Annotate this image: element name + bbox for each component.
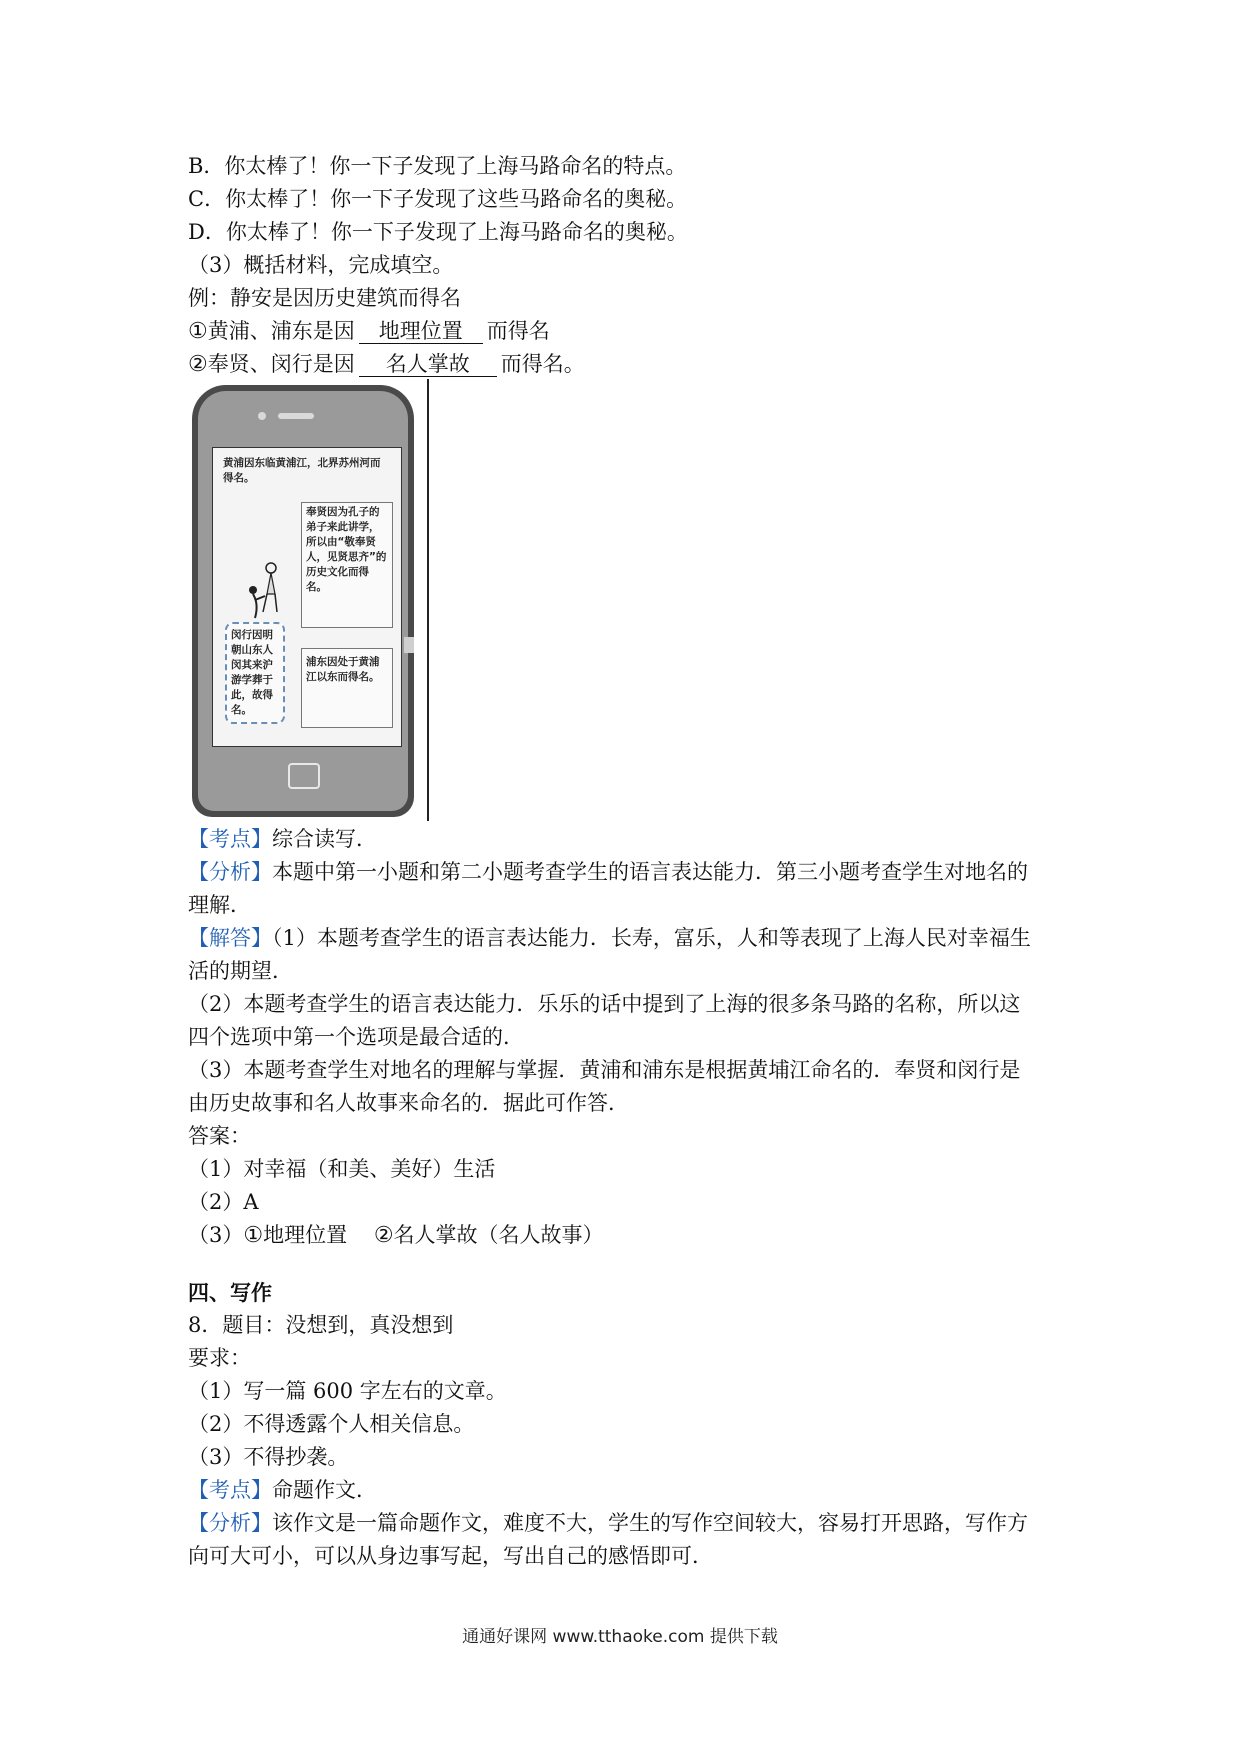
option-c: C．你太棒了！你一下子发现了这些马路命名的奥秘。 xyxy=(188,187,688,211)
answer-3-text-2: 名人掌故（名人故事） xyxy=(393,1223,604,1247)
phone-figure xyxy=(192,385,442,817)
card-huangpu: 黄浦因东临黄浦江，北界苏州河而得名。 xyxy=(223,457,381,484)
fill-1-answer: 地理位置 xyxy=(359,319,483,344)
fill-line-1 xyxy=(188,315,1068,348)
fill-1-suffix: 而得名 xyxy=(486,319,550,343)
kaodian-line-1 xyxy=(188,823,1068,856)
explain-2a: （2）本题考查学生的语言表达能力．乐乐的话中提到了上海的很多条马路的名称，所以这 xyxy=(188,992,1021,1016)
speaker-icon xyxy=(278,413,314,419)
jieda-line xyxy=(188,922,1068,955)
fill-line-2 xyxy=(188,348,1068,381)
fenxi-line-1b: 理解． xyxy=(188,893,251,917)
kaodian-tag: 【考点】 xyxy=(188,827,272,851)
requirement-3: （3）不得抄袭。 xyxy=(188,1445,349,1469)
home-button-icon xyxy=(288,763,320,789)
phone-screen xyxy=(212,447,402,747)
kaodian-text: 综合读写． xyxy=(272,827,377,851)
answer-3-prefix: （3） xyxy=(188,1223,244,1247)
fenxi-line-2b: 向可大可小，可以从身边事写起，写出自己的感悟即可． xyxy=(188,1544,713,1568)
fenxi-text: 本题中第一小题和第二小题考查学生的语言表达能力．第三小题考查学生对地名的 xyxy=(272,860,1028,884)
fill-2-answer: 名人掌故 xyxy=(359,352,497,377)
answer-3 xyxy=(188,1219,1068,1252)
fenxi-line-1 xyxy=(188,856,1068,889)
fenxi-tag: 【分析】 xyxy=(188,860,272,884)
explain-3a: （3）本题考查学生对地名的理解与掌握．黄浦和浦东是根据黄埔江命名的．奉贤和闵行是 xyxy=(188,1058,1021,1082)
question-8: 8．题目：没想到，真没想到 xyxy=(188,1313,454,1337)
circle-number-1: ① xyxy=(188,319,208,344)
answer-3-text-1: 地理位置 xyxy=(263,1223,348,1247)
vertical-rule xyxy=(427,379,429,821)
example-line: 例：静安是因历史建筑而得名 xyxy=(188,286,461,310)
kaodian-line-2 xyxy=(188,1474,1068,1507)
jieda-text: （1）本题考查学生的语言表达能力．长寿，富乐，人和等表现了上海人民对幸福生 xyxy=(272,926,1031,950)
explain-3b: 由历史故事和名人故事来命名的．据此可作答． xyxy=(188,1091,629,1115)
answer-3-circle-1: ① xyxy=(243,1223,264,1248)
card-fengxian: 奉贤因为孔子的弟子来此讲学，所以由“敬奉贤人，见贤思齐”的历史文化而得名。 xyxy=(301,502,393,628)
kaodian-tag-2: 【考点】 xyxy=(188,1478,272,1502)
question-3: （3）概括材料，完成填空。 xyxy=(188,253,454,277)
requirement-1: （1）写一篇 600 字左右的文章。 xyxy=(188,1379,507,1403)
section-heading-writing: 四、写作 xyxy=(188,1280,272,1305)
fill-1-prefix: 黄浦、浦东是因 xyxy=(207,319,355,343)
side-button xyxy=(404,637,414,653)
answer-label: 答案： xyxy=(188,1124,251,1148)
page-footer: 通通好课网 www.tthaoke.com 提供下载 xyxy=(462,1627,778,1647)
phone-body xyxy=(192,385,414,817)
explain-2b: 四个选项中第一个选项是最合适的． xyxy=(188,1025,524,1049)
option-b: B．你太棒了！你一下子发现了上海马路命名的特点。 xyxy=(188,154,687,178)
fill-2-suffix: 而得名。 xyxy=(500,352,585,376)
document-body xyxy=(188,150,1068,1573)
jieda-tag: 【解答】 xyxy=(188,926,272,950)
kaodian-text-2: 命题作文． xyxy=(272,1478,377,1502)
requirements-label: 要求： xyxy=(188,1346,251,1370)
answer-2: （2）A xyxy=(188,1190,259,1214)
circle-number-2: ② xyxy=(188,352,208,377)
camera-icon xyxy=(258,412,266,420)
card-minhang: 闵行因明朝山东人闵其来沪游学葬于此，故得名。 xyxy=(225,622,285,724)
fill-2-prefix: 奉贤、闵行是因 xyxy=(207,352,355,376)
fenxi-text-2: 该作文是一篇命题作文，难度不大，学生的写作空间较大，容易打开思路，写作方 xyxy=(272,1511,1028,1535)
person-bowing-illustration xyxy=(241,560,293,630)
phone-face xyxy=(198,391,408,811)
jieda-line-b: 活的期望． xyxy=(188,959,293,983)
card-pudong: 浦东因处于黄浦江以东而得名。 xyxy=(301,648,393,728)
answer-3-circle-2: ② xyxy=(373,1223,394,1248)
requirement-2: （2）不得透露个人相关信息。 xyxy=(188,1412,475,1436)
fenxi-line-2 xyxy=(188,1507,1068,1540)
fenxi-tag-2: 【分析】 xyxy=(188,1511,272,1535)
option-d: D．你太棒了！你一下子发现了上海马路命名的奥秘。 xyxy=(188,220,688,244)
answer-1: （1）对幸福（和美、美好）生活 xyxy=(188,1157,496,1181)
